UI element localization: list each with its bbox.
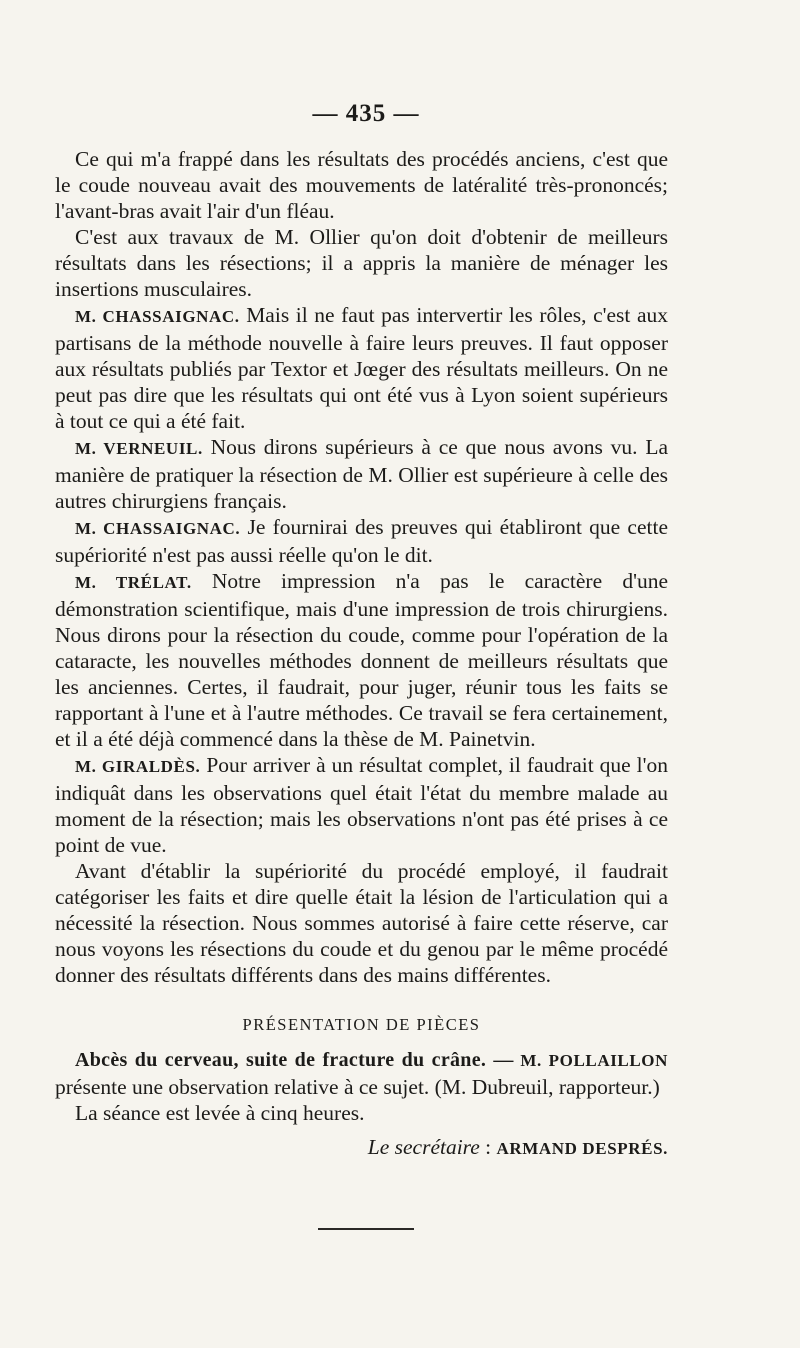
speech-text: Pour arriver à un résultat complet, il faudrait que l'on indiquât dans les observations quel était l'état du membre malade au moment de la résection; mais les observations n'ont pas été prises à ce point de vue. <box>55 753 668 857</box>
speaker-name: M. CHASSAIGNAC. <box>75 519 241 538</box>
paragraph: C'est aux travaux de M. Ollier qu'on doit d'obtenir de meilleurs résultats dans les résections; il a appris la manière de ménager les insertions musculaires. <box>55 225 668 301</box>
speech-text: Notre impression n'a pas le caractère d'une démonstration scientifique, mais d'une impression de trois chirurgiens. Nous dirons pour la résection du coude, comme pour l'opération de la cataracte, les nouvelles méthodes donnent de meilleurs résultats que les anciennes. Certes, il faudrait, pour juger, réunir tous les faits se rapportant à l'une et à l'autre méthodes. Ce travail se fera certainement, et il a été déjà commencé dans la thèse de M. Painetvin. <box>55 569 668 751</box>
speaker-name: M. GIRALDÈS. <box>75 757 201 776</box>
closing-rule <box>318 1228 414 1230</box>
speaker-paragraph <box>55 514 668 568</box>
speech-text: Nous dirons supérieurs à ce que nous avons vu. La manière de pratiquer la résection de M. Ollier est supérieure à celle des autres chirurgiens français. <box>55 435 668 513</box>
speaker-paragraph <box>55 752 668 858</box>
presentation-item <box>55 1046 668 1100</box>
signature-label: Le secrétaire <box>367 1135 480 1159</box>
item-title: Abcès du cerveau, suite de fracture du crâne. — <box>75 1049 514 1071</box>
speaker-name: M. TRÉLAT. <box>75 573 192 592</box>
paragraph: Ce qui m'a frappé dans les résultats des procédés anciens, c'est que le coude nouveau avait des mouvements de latéralité très-prononcés; l'avant-bras avait l'air d'un fléau. <box>55 147 668 223</box>
speaker-name: M. VERNEUIL. <box>75 439 203 458</box>
signature-separator: : <box>479 1135 497 1159</box>
signature-name: ARMAND DESPRÉS. <box>496 1139 668 1158</box>
closing-line: La séance est levée à cinq heures. <box>75 1101 365 1125</box>
item-text: présente une observation relative à ce sujet. (M. Dubreuil, rapporteur.) <box>55 1075 660 1099</box>
speech-text: Je fournirai des preuves qui établiront que cette supériorité n'est pas aussi réelle qu'on le dit. <box>55 515 668 567</box>
section-heading: PRÉSENTATION DE PIÈCES <box>242 1015 481 1034</box>
speaker-paragraph <box>55 434 668 514</box>
speaker-paragraph <box>55 302 668 434</box>
signature <box>55 1134 668 1162</box>
speaker-name: M. CHASSAIGNAC. <box>75 307 240 326</box>
page-number: — 435 — <box>312 100 420 127</box>
body-text <box>55 146 668 1162</box>
speaker-paragraph <box>55 568 668 752</box>
speech-text: Mais il ne faut pas intervertir les rôles, c'est aux partisans de la méthode nouvelle à faire leurs preuves. Il faut opposer aux résultats publiés par Textor et Jœger des résultats meilleurs. On ne peut pas dire que les résultats qui ont été vus à Lyon soient supérieurs à tout ce qui a été fait. <box>55 303 668 433</box>
paragraph: Avant d'établir la supériorité du procédé employé, il faudrait catégoriser les faits et dire quelle était la lésion de l'articulation qui a nécessité la résection. Nous sommes autorisé à faire cette réserve, car nous voyons les résections du coude et du genou par le même procédé donner des résultats différents dans des mains différentes. <box>55 859 668 987</box>
speaker-name: M. POLLAILLON <box>513 1051 668 1070</box>
